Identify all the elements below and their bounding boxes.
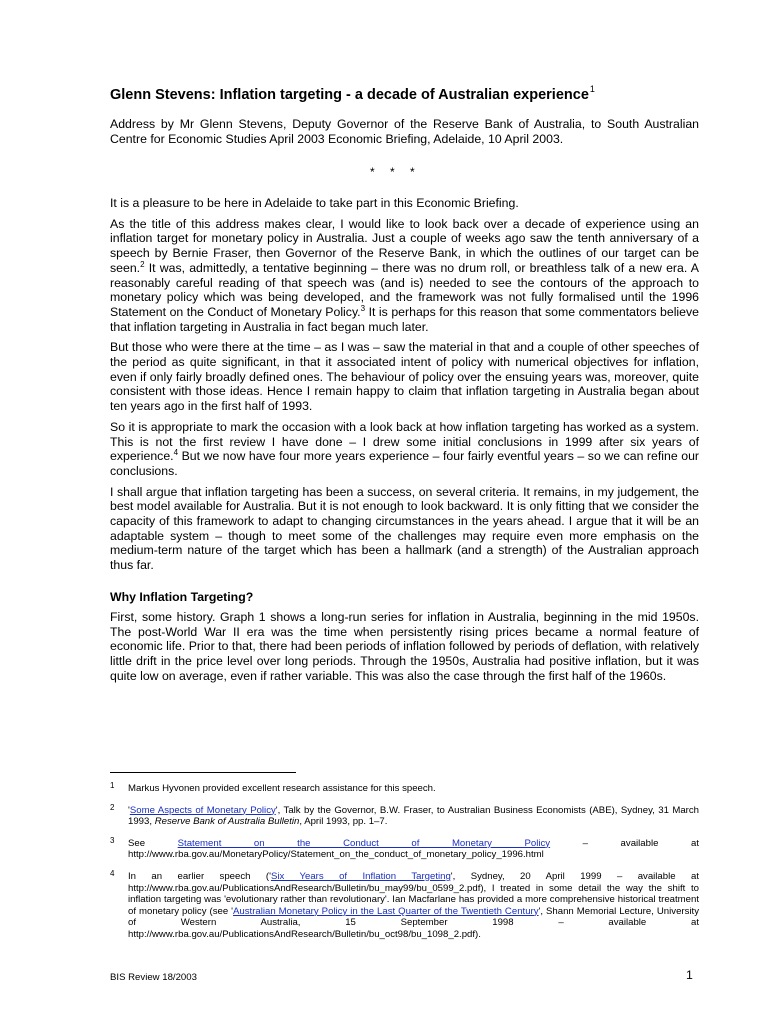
footnote-1 — [110, 783, 699, 795]
footnote-divider — [110, 772, 296, 773]
footnote-link-australian-monetary-policy[interactable]: Australian Monetary Policy in the Last Quarter of the Twentieth Century — [233, 905, 539, 917]
footnote-2 — [110, 802, 699, 828]
footnote-link-some-aspects[interactable]: Some Aspects of Monetary Policy — [129, 804, 276, 816]
footnotes — [110, 783, 699, 951]
document-title: Glenn Stevens: Inflation targeting - a decade of Australian experience$^1$ — [110, 84, 595, 103]
footnote-4 — [110, 868, 699, 941]
footnote-number: 4 — [110, 868, 115, 878]
footnote-text: See Statement on the Conduct of Monetary Policy – available at http://www.rba.gov.au/MonetaryPolicy/Statement_on_the_conduct_of_monetary_policy_1996.html — [128, 837, 699, 861]
body-section — [110, 196, 699, 579]
title-footnote-marker: 1 — [589, 84, 595, 94]
footnote-text: Markus Hyvonen provided excellent research assistance for this speech. — [128, 783, 436, 794]
intro-paragraph: Address by Mr Glenn Stevens, Deputy Governor of the Reserve Bank of Australia, to South Australian Centre for Economic Studies April 2003 Economic Briefing, Adelaide, 10 April 2003. — [110, 117, 699, 146]
footnote-ref-4[interactable]: 4 — [173, 448, 179, 458]
page-number: 1 — [686, 968, 693, 982]
paragraph-4: So it is appropriate to mark the occasion with a look back at how inflation targeting has worked as a system. This is not the first review I have done – I drew some initial conclusions in 1999 after six years of experience.$^4$ But we now have four more years experience – four fairly eventful years – so we can refine our conclusions. — [110, 419, 699, 478]
section-paragraph: First, some history. Graph 1 shows a long-run series for inflation in Australia, beginning in the mid 1950s. The post-World War II era was the time when persistently rising prices became a normal feature of economic life. Prior to that, there had been periods of inflation followed by periods of deflation, with relatively little drift in the price level over long periods. Through the 1950s, Australia had positive inflation, but it was quite low on average, even if rather variable. This was also the case through the first half of the 1960s. — [110, 610, 699, 683]
section-heading: Why Inflation Targeting? — [110, 590, 254, 604]
footnote-ref-2[interactable]: 2 — [140, 259, 145, 269]
paragraph-5: I shall argue that inflation targeting has been a success, on several criteria. It remains, in my judgement, the best model available for Australia. But it is not enough to look backward. It is only fitting that we consider the capacity of this framework to adapt to changing circumstances in the years ahead. I argue that it will be an adaptable system – though to meet some of the challenges may require even more emphasis on the medium-term nature of the target which has been a hallmark (and a strength) of the Australian approach thus far. — [110, 484, 699, 573]
footnote-link-statement[interactable]: Statement on the Conduct of Monetary Policy — [177, 837, 551, 849]
footnote-number: 2 — [110, 802, 115, 812]
paragraph-2: As the title of this address makes clear, I would like to look back over a decade of experience using an inflation target for monetary policy in Australia. Just a couple of weeks ago saw the tenth anniversary of a speech by Bernie Fraser, then Governor of the Reserve Bank, in which the outlines of our target can be seen.$^2$ It was, admittedly, a tentative beginning – there was no drum roll, or breathless talk of a new era. A reasonably careful reading of that speech was (and is) needed to see the contours of the approach to monetary policy which was being developed, and the framework was not fully formalised until the 1996 Statement on the Conduct of Monetary Policy.$^3$ It is perhaps for this reason that some commentators believe that inflation targeting in Australia in fact began much later. — [110, 216, 699, 334]
footnote-text: 'Some Aspects of Monetary Policy', Talk by the Governor, B.W. Fraser, to Australian Business Economists (ABE), Sydney, 31 March 1993, Reserve Bank of Australia Bulletin, April 1993, pp. 1–7. — [128, 804, 699, 828]
footnote-number: 3 — [110, 835, 115, 845]
intro-block — [110, 117, 699, 146]
footnote-number: 1 — [110, 781, 115, 790]
footnote-ref-3[interactable]: 3 — [360, 303, 366, 313]
paragraph-3: But those who were there at the time – as I was – saw the material in that and a couple of other speeches of the period as quite significant, in that it associated intent of policy with numerical objectives for inflation, even if only fairly broadly defined ones. The behaviour of policy over the ensuing years was, moreover, quite consistent with those ideas. Hence I remain happy to claim that inflation targeting in Australia began about ten years ago in the first half of 1993. — [110, 340, 699, 414]
paragraph-1: It is a pleasure to be here in Adelaide to take part in this Economic Briefing. — [110, 196, 519, 210]
footnote-text: In an earlier speech ('Six Years of Inflation Targeting', Sydney, 20 April 1999 – available at http://www.rba.gov.au/PublicationsAndResearch/Bulletin/bu_may99/bu_0599_2.pdf), I treated in some detail the way the shift to inflation targeting was 'evolutionary rather than revolutionary'. Ian Macfarlane has provided a more comprehensive historical treatment of monetary policy (see 'Australian Monetary Policy in the Last Quarter of the Twentieth Century', Shann Memorial Lecture, University of Western Australia, 15 September 1998 – available at http://www.rba.gov.au/PublicationsAndResearch/Bulletin/bu_oct98/bu_1098_2.pdf). — [128, 870, 699, 940]
section-separator: * * * — [370, 165, 415, 179]
section-body — [110, 610, 699, 684]
footer-source: BIS Review 18/2003 — [110, 972, 197, 983]
footnote-link-six-years[interactable]: Six Years of Inflation Targeting — [270, 870, 451, 882]
footnote-3 — [110, 835, 699, 861]
